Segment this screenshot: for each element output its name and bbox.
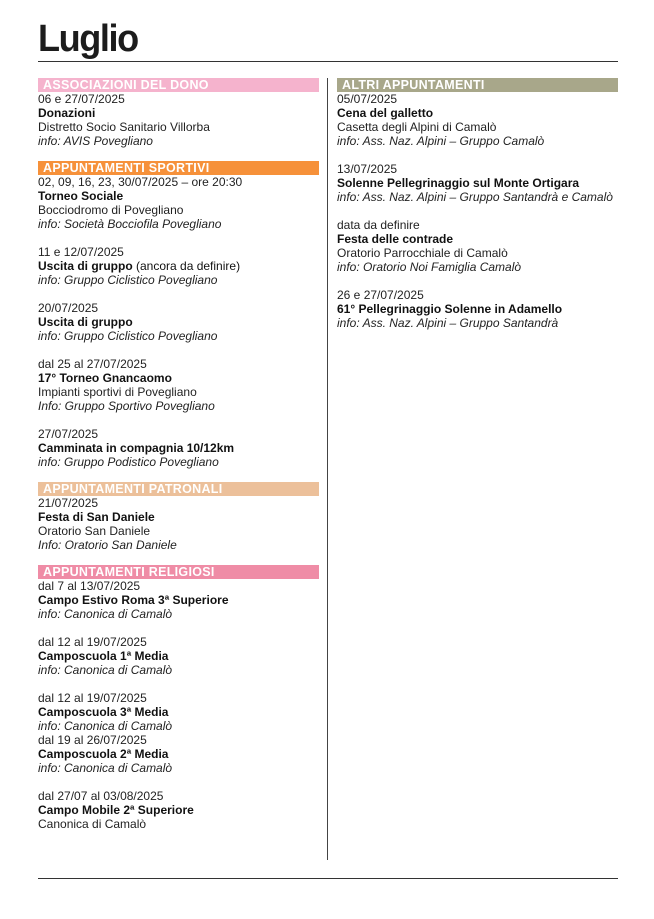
event-info: info: Ass. Naz. Alpini – Gruppo Santandrà — [337, 316, 559, 330]
event-info: info: Canonica di Camalò — [38, 761, 173, 775]
event-name — [337, 106, 618, 120]
event-name — [337, 176, 618, 190]
event-name — [38, 441, 319, 455]
event-title: Festa delle contrade — [337, 232, 454, 246]
event-item — [38, 175, 319, 231]
event-date: 13/07/2025 — [337, 162, 398, 176]
event-info: info: Canonica di Camalò — [38, 607, 173, 621]
event-item — [337, 218, 618, 274]
event-info: info: Gruppo Ciclistico Povegliano — [38, 329, 218, 343]
event-item — [38, 579, 319, 621]
page-title: Luglio — [38, 18, 138, 60]
event-item — [38, 635, 319, 677]
event-title: Campo Mobile 2ª Superiore — [38, 803, 194, 817]
event-title: Camposcuola 3ª Media — [38, 705, 169, 719]
event-title: Solenne Pellegrinaggio sul Monte Ortigara — [337, 176, 580, 190]
event-date: 05/07/2025 — [337, 92, 398, 106]
event-name — [38, 371, 319, 385]
event-date: dal 19 al 26/07/2025 — [38, 733, 147, 747]
event-info: info: Ass. Naz. Alpini – Gruppo Camalò — [337, 134, 545, 148]
event-name — [38, 747, 319, 761]
event-info: info: Gruppo Podistico Povegliano — [38, 455, 219, 469]
event-title: Cena del galletto — [337, 106, 434, 120]
event-spacer — [38, 231, 319, 245]
bottom-divider — [38, 878, 618, 879]
event-place: Oratorio San Daniele — [38, 524, 151, 538]
event-info: Info: Oratorio San Daniele — [38, 538, 177, 552]
event-info: info: AVIS Povegliano — [38, 134, 153, 148]
event-item — [38, 92, 319, 148]
event-item — [337, 92, 618, 148]
event-title: Uscita di gruppo — [38, 315, 133, 329]
event-date: dal 12 al 19/07/2025 — [38, 635, 147, 649]
event-item — [38, 733, 319, 775]
event-place: Oratorio Parrocchiale di Camalò — [337, 246, 508, 260]
right-column — [337, 78, 618, 330]
event-name — [38, 315, 319, 329]
event-spacer — [38, 287, 319, 301]
event-title: 17° Torneo Gnancaomo — [38, 371, 172, 385]
event-item — [337, 288, 618, 330]
column-divider — [327, 78, 328, 860]
event-info: info: Canonica di Camalò — [38, 719, 173, 733]
event-date: 27/07/2025 — [38, 427, 99, 441]
event-item — [38, 691, 319, 733]
event-spacer — [38, 343, 319, 357]
event-title: Camposcuola 2ª Media — [38, 747, 169, 761]
section-header: APPUNTAMENTI RELIGIOSI — [38, 565, 319, 579]
event-spacer — [38, 413, 319, 427]
event-info: Info: Gruppo Sportivo Povegliano — [38, 399, 215, 413]
event-note: (ancora da definire) — [132, 259, 241, 273]
event-title: Uscita di gruppo — [38, 259, 133, 273]
event-place: Casetta degli Alpini di Camalò — [337, 120, 497, 134]
event-place: Canonica di Camalò — [38, 817, 147, 831]
event-date: dal 25 al 27/07/2025 — [38, 357, 147, 371]
event-item — [38, 427, 319, 469]
event-info: info: Ass. Naz. Alpini – Gruppo Santandrà e Camalò — [337, 190, 613, 204]
event-spacer — [337, 204, 618, 218]
event-date: dal 12 al 19/07/2025 — [38, 691, 147, 705]
event-date: 21/07/2025 — [38, 496, 99, 510]
event-name — [337, 302, 618, 316]
event-date: data da definire — [337, 218, 420, 232]
event-item — [38, 245, 319, 287]
event-title: Donazioni — [38, 106, 96, 120]
section-header: ALTRI APPUNTAMENTI — [337, 78, 618, 92]
section-header: APPUNTAMENTI PATRONALI — [38, 482, 319, 496]
event-place: Distretto Socio Sanitario Villorba — [38, 120, 210, 134]
event-date: 11 e 12/07/2025 — [38, 245, 124, 259]
section-spacer — [38, 148, 319, 161]
event-spacer — [337, 148, 618, 162]
event-place: Impianti sportivi di Povegliano — [38, 385, 197, 399]
event-date: 06 e 27/07/2025 — [38, 92, 125, 106]
event-name — [337, 232, 618, 246]
event-item — [38, 496, 319, 552]
event-name — [38, 593, 319, 607]
section-header: APPUNTAMENTI SPORTIVI — [38, 161, 319, 175]
event-item — [38, 789, 319, 831]
event-info: info: Società Bocciofila Povegliano — [38, 217, 222, 231]
event-spacer — [337, 274, 618, 288]
event-title: Torneo Sociale — [38, 189, 124, 203]
event-info: info: Canonica di Camalò — [38, 663, 173, 677]
section-header: ASSOCIAZIONI DEL DONO — [38, 78, 319, 92]
event-date: 26 e 27/07/2025 — [337, 288, 424, 302]
event-name — [38, 259, 319, 273]
event-name — [38, 510, 319, 524]
title-divider — [38, 61, 618, 62]
event-info: info: Gruppo Ciclistico Povegliano — [38, 273, 218, 287]
event-item — [337, 162, 618, 204]
event-spacer — [38, 677, 319, 691]
event-title: Camminata in compagnia 10/12km — [38, 441, 235, 455]
event-title: 61° Pellegrinaggio Solenne in Adamello — [337, 302, 563, 316]
event-name — [38, 649, 319, 663]
event-date: 20/07/2025 — [38, 301, 99, 315]
left-column — [38, 78, 319, 831]
event-date: dal 7 al 13/07/2025 — [38, 579, 141, 593]
event-spacer — [38, 775, 319, 789]
event-name — [38, 106, 319, 120]
event-item — [38, 301, 319, 343]
event-item — [38, 357, 319, 413]
event-name — [38, 803, 319, 817]
section-spacer — [38, 552, 319, 565]
event-date: dal 27/07 al 03/08/2025 — [38, 789, 164, 803]
event-place: Bocciodromo di Povegliano — [38, 203, 184, 217]
event-info: info: Oratorio Noi Famiglia Camalò — [337, 260, 522, 274]
section-spacer — [38, 469, 319, 482]
event-title: Festa di San Daniele — [38, 510, 155, 524]
event-name — [38, 189, 319, 203]
event-title: Camposcuola 1ª Media — [38, 649, 169, 663]
event-name — [38, 705, 319, 719]
event-date: 02, 09, 16, 23, 30/07/2025 – ore 20:30 — [38, 175, 243, 189]
event-spacer — [38, 621, 319, 635]
event-title: Campo Estivo Roma 3ª Superiore — [38, 593, 229, 607]
